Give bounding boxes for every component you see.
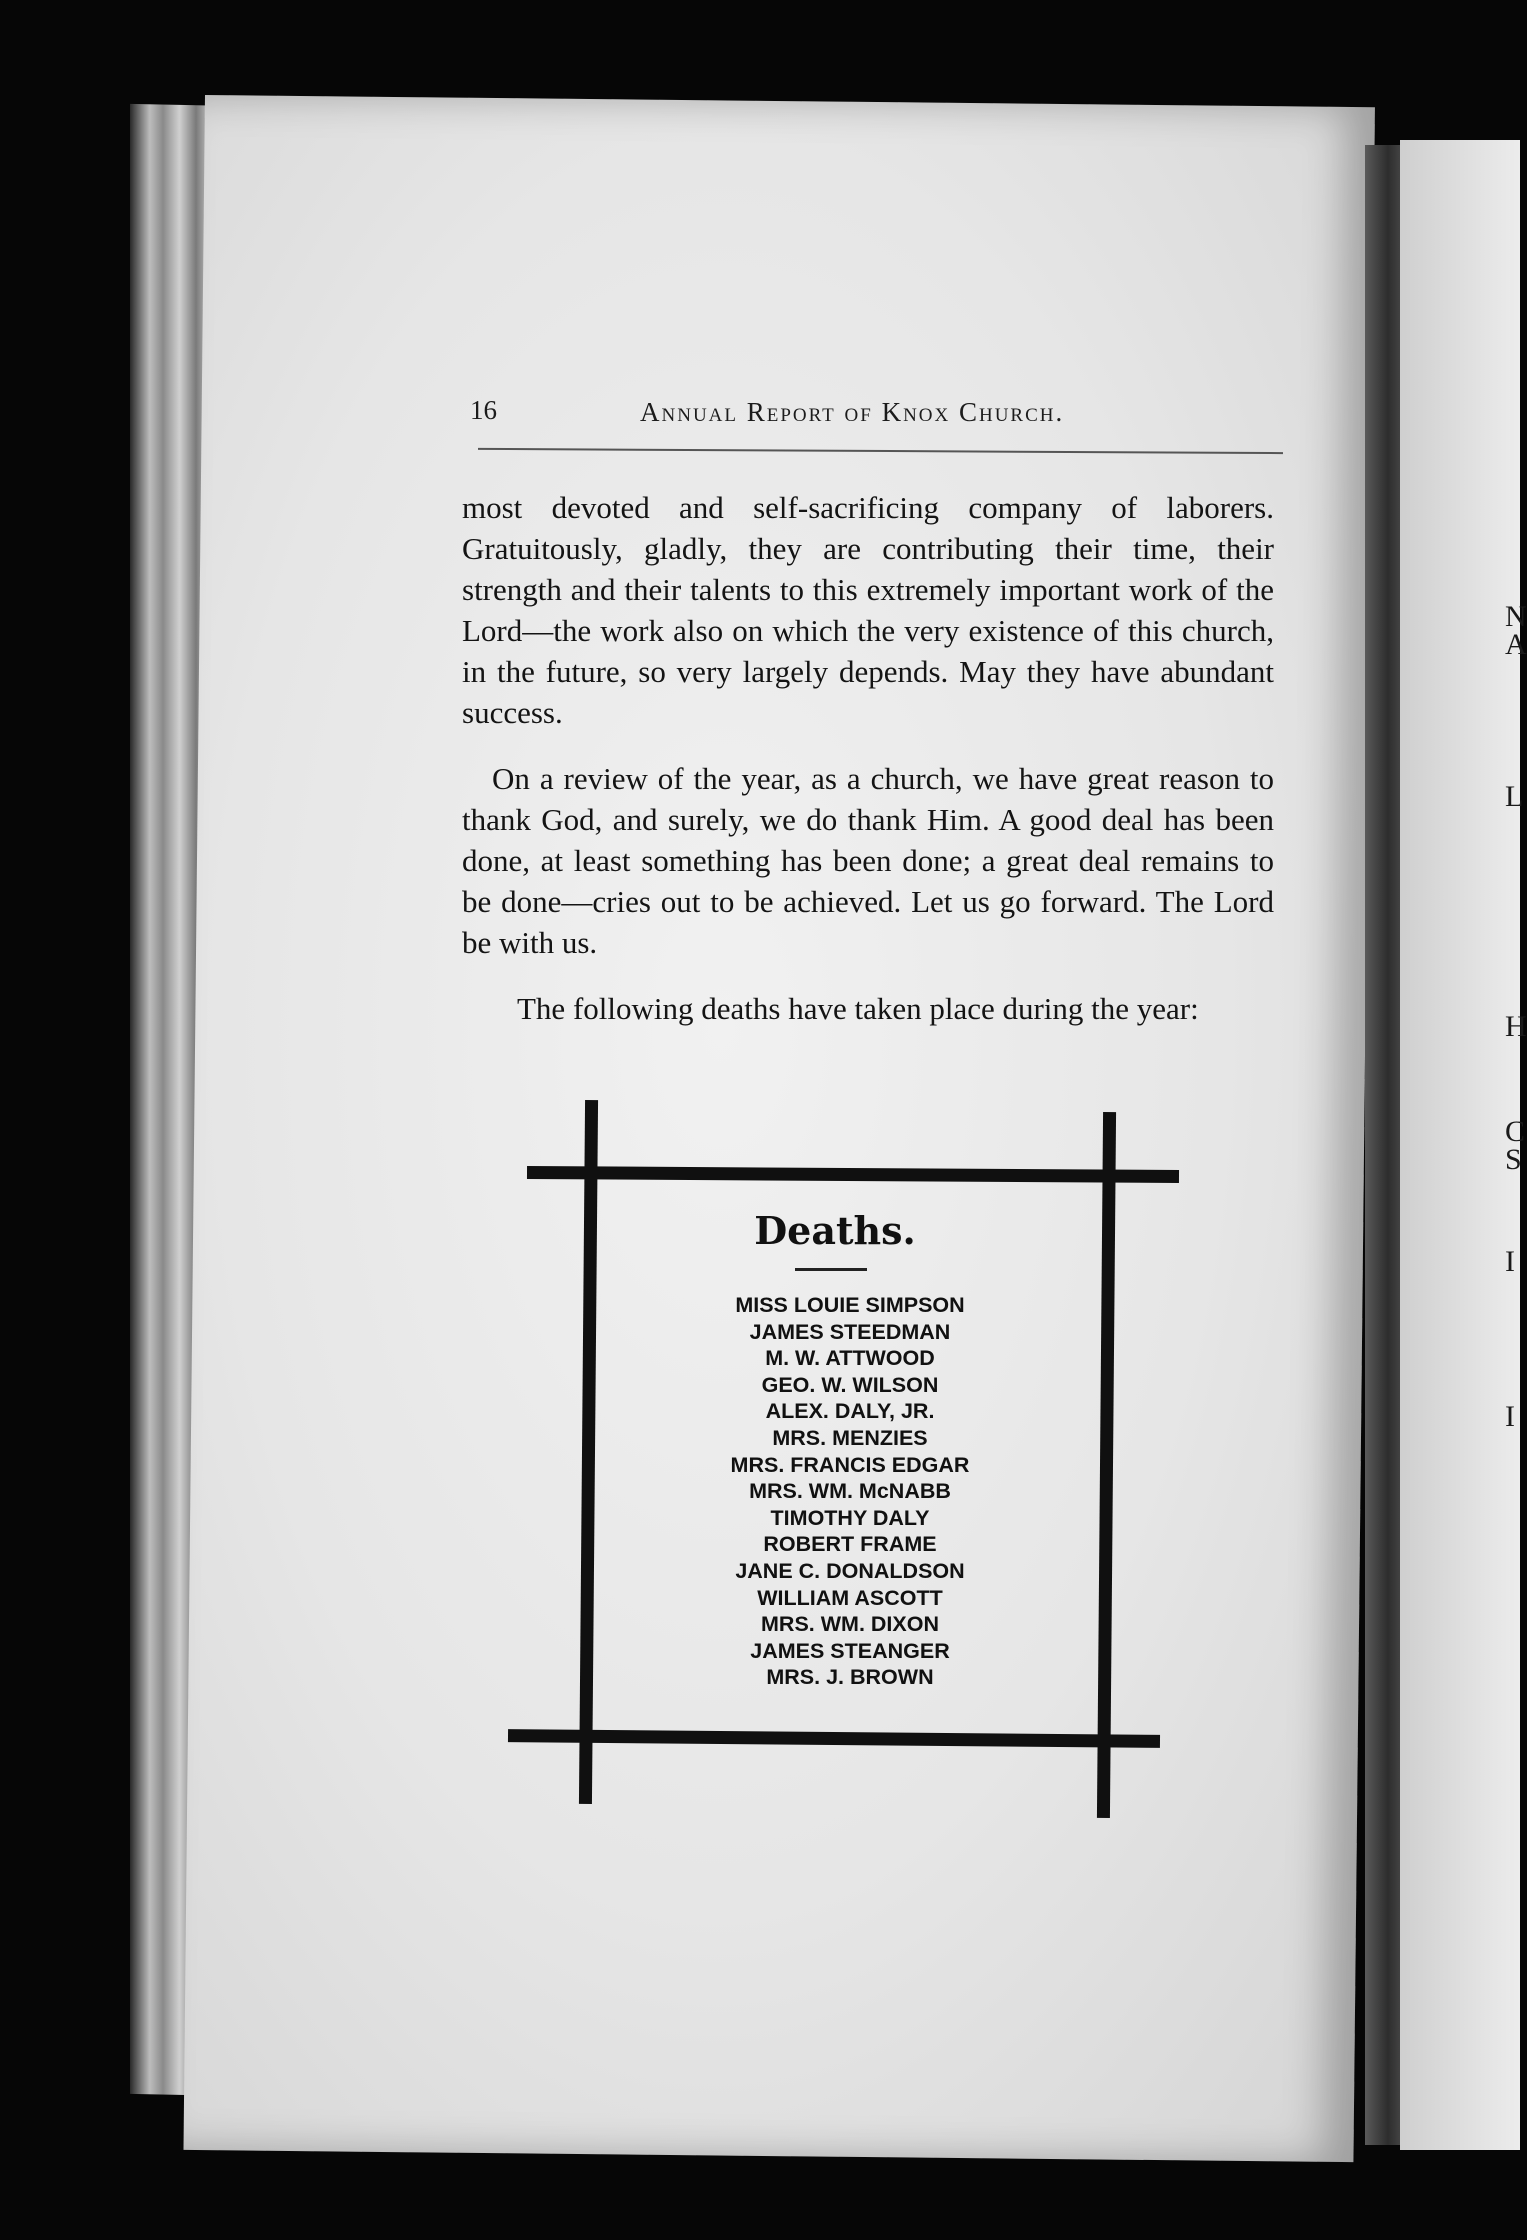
death-name: ALEX. DALY, JR.: [765, 1399, 935, 1424]
page-header: [470, 395, 1290, 435]
body-text: [462, 487, 1274, 1054]
death-name: JANE C. DONALDSON: [735, 1558, 965, 1583]
facing-page-letter: N: [1505, 600, 1527, 633]
facing-page-letter: A: [1505, 628, 1527, 661]
deaths-list: [640, 1292, 1060, 1691]
page-number: 16: [470, 395, 497, 425]
facing-page-letter: I: [1505, 1400, 1515, 1433]
paragraph: most devoted and self-sacrificing company of laborers. Gratuitously, gladly, they are contributing their time, their strength and their talents to this extremely important work of the Lord—the work also on which the very existence of this church, in the future, so very largely depends. May they have abundant success.: [462, 490, 1274, 730]
death-name: MRS. WM. McNABB: [749, 1479, 951, 1504]
death-name: JAMES STEANGER: [750, 1638, 950, 1663]
facing-page-letter: C: [1505, 1115, 1526, 1148]
death-name: MRS. WM. DIXON: [761, 1612, 939, 1637]
death-name: GEO. W. WILSON: [761, 1372, 939, 1397]
death-name: WILLIAM ASCOTT: [757, 1585, 943, 1610]
death-name: MISS LOUIE SIMPSON: [735, 1293, 965, 1317]
facing-page-letter: I: [1505, 1245, 1515, 1278]
paragraph: The following deaths have taken place during the year:: [517, 991, 1199, 1026]
deaths-title-rule: [795, 1268, 867, 1271]
death-name: MRS. FRANCIS EDGAR: [730, 1452, 970, 1477]
facing-page-letter: S: [1505, 1143, 1522, 1176]
death-name: MRS. J. BROWN: [766, 1665, 934, 1690]
running-head: Annual Report of Knox Church.: [640, 397, 1065, 427]
facing-page-letter: H: [1505, 1010, 1527, 1043]
death-name: M. W. ATTWOOD: [765, 1346, 935, 1371]
death-name: ROBERT FRAME: [763, 1532, 937, 1557]
facing-page-letter: L: [1505, 780, 1524, 813]
paragraph: On a review of the year, as a church, we have great reason to thank God, and surely, we do thank Him. A good deal has been done, at least something has been done; a great deal remains to be done—cries out to be achieved. Let us go forward. The Lord be with us.: [462, 761, 1274, 960]
death-name: MRS. MENZIES: [772, 1425, 928, 1450]
facing-page-strip: [1400, 140, 1520, 2150]
deaths-title: Deaths.: [754, 1208, 916, 1253]
book-gutter: [1365, 145, 1403, 2145]
death-name: TIMOTHY DALY: [770, 1505, 930, 1530]
death-name: JAMES STEEDMAN: [749, 1319, 951, 1344]
